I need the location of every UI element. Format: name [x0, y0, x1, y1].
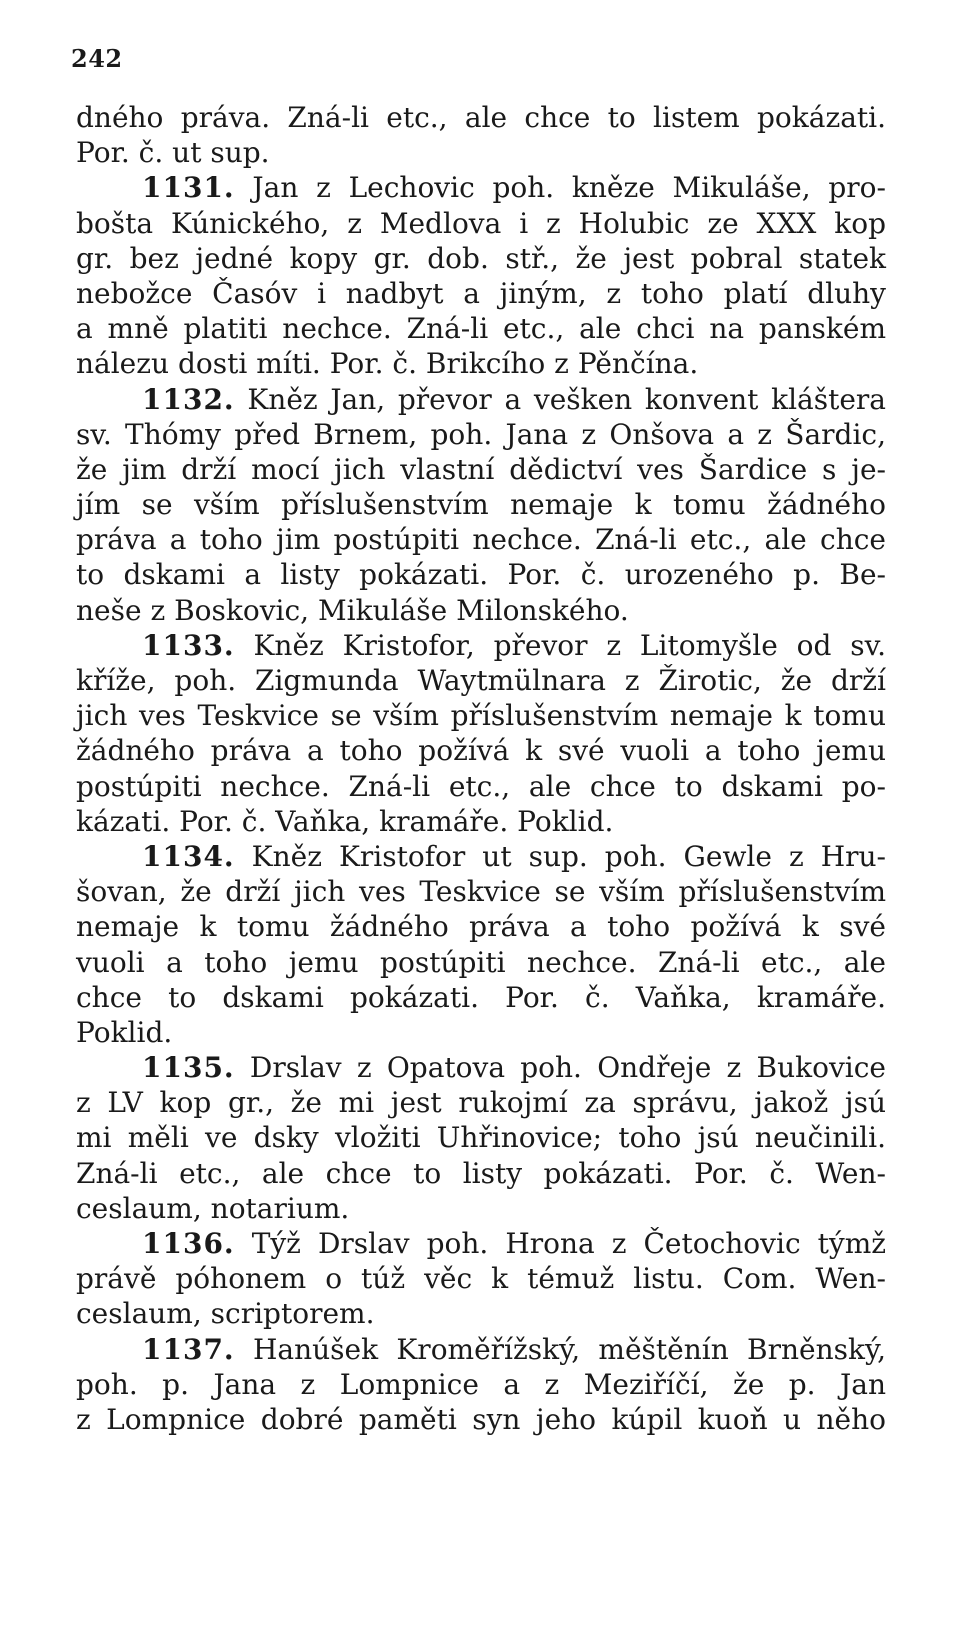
text-line	[76, 663, 886, 698]
line-text: Kněz Jan, převor a vešken konvent kláštera	[234, 382, 886, 416]
text-line	[76, 909, 886, 944]
line-text: vuoli a toho jemu postúpiti nechce. Zná-li etc., ale	[76, 945, 886, 979]
text-line	[76, 311, 886, 346]
entry-number: 1131.	[142, 171, 235, 205]
entry-first-line	[76, 628, 886, 663]
text-line	[76, 1261, 886, 1296]
text-line	[76, 276, 886, 311]
line-text: Hanúšek Kroměřížský, měštěnín Brněnský,	[234, 1332, 886, 1366]
line-text: jím se vším příslušenstvím nemaje k tomu žádného	[76, 488, 886, 522]
line-text: právě póhonem o túž věc k témuž listu. Com. Wen-	[76, 1262, 886, 1296]
line-text: chce to dskami pokázati. Por. č. Vaňka, kramáře.	[76, 980, 886, 1014]
entry-number: 1135.	[142, 1051, 235, 1085]
text-line	[76, 417, 886, 452]
line-text: šovan, že drží jich ves Teskvice se vším příslušenstvím	[76, 875, 886, 909]
text-line	[76, 1402, 886, 1437]
text-line	[76, 452, 886, 487]
text-line	[76, 1015, 886, 1050]
line-text: Kněz Kristofor, převor z Litomyšle od sv.	[234, 628, 886, 662]
entry-first-line	[76, 1226, 886, 1261]
line-text: poh. p. Jana z Lompnice a z Meziříčí, že p. Jan	[76, 1367, 886, 1401]
text-line	[76, 487, 886, 522]
line-text: nálezu dosti míti. Por. č. Brikcího z Pěnčína.	[76, 347, 699, 381]
entry-first-line	[76, 1050, 886, 1085]
line-text: to dskami a listy pokázati. Por. č. urozeného p. Be-	[76, 558, 886, 592]
text-line	[76, 1085, 886, 1120]
line-text: dného práva. Zná-li etc., ale chce to listem pokázati.	[76, 101, 886, 134]
line-text: jich ves Teskvice se vším příslušenstvím nemaje k tomu	[76, 699, 886, 733]
line-text: sv. Thómy před Brnem, poh. Jana z Onšova a z Šardic,	[76, 417, 886, 451]
line-text: kázati. Por. č. Vaňka, kramáře. Poklid.	[76, 804, 614, 838]
line-text: práva a toho jim postúpiti nechce. Zná-li etc., ale chce	[76, 523, 886, 557]
text-line	[76, 522, 886, 557]
entry-number: 1137.	[142, 1332, 235, 1366]
page-body-text	[76, 100, 886, 1437]
text-line	[76, 206, 886, 241]
line-text: Jan z Lechovic poh. kněze Mikuláše, pro-	[234, 171, 886, 205]
line-text: Zná-li etc., ale chce to listy pokázati. Por. č. Wen-	[76, 1156, 886, 1190]
line-text: Por. č. ut sup.	[76, 136, 270, 170]
text-line	[76, 733, 886, 768]
text-line	[76, 346, 886, 381]
text-line	[76, 1120, 886, 1155]
text-line	[76, 241, 886, 276]
text-line	[76, 593, 886, 628]
entry-first-line	[76, 170, 886, 205]
text-line	[76, 980, 886, 1015]
entry-number: 1132.	[142, 382, 235, 416]
line-text: neše z Boskovic, Mikuláše Milonského.	[76, 593, 629, 627]
line-text: nemaje k tomu žádného práva a toho požívá k své	[76, 910, 886, 944]
text-line	[76, 1367, 886, 1402]
line-text: bošta Kúnického, z Medlova i z Holubic ze XXX kop	[76, 206, 886, 240]
line-text: postúpiti nechce. Zná-li etc., ale chce to dskami po-	[76, 769, 886, 803]
line-text: Kněz Kristofor ut sup. poh. Gewle z Hru-	[234, 839, 886, 873]
text-line	[76, 874, 886, 909]
line-text: ceslaum, scriptorem.	[76, 1297, 375, 1331]
entry-number: 1134.	[142, 839, 235, 873]
line-text: a mně platiti nechce. Zná-li etc., ale chci na panském	[76, 312, 886, 346]
text-line	[76, 135, 886, 170]
line-text: z LV kop gr., že mi jest rukojmí za správu, jakož jsú	[76, 1086, 886, 1120]
line-text: žádného práva a toho požívá k své vuoli a toho jemu	[76, 734, 886, 768]
entry-first-line	[76, 1332, 886, 1367]
text-line	[76, 769, 886, 804]
line-text: kříže, poh. Zigmunda Waytmülnara z Žirotic, že drží	[76, 664, 886, 697]
text-line	[76, 557, 886, 592]
line-text: z Lompnice dobré paměti syn jeho kúpil kuoň u něho	[76, 1402, 886, 1436]
entry-first-line	[76, 839, 886, 874]
text-line	[76, 100, 886, 135]
line-text: mi měli ve dsky vložiti Uhřinovice; toho jsú neučinili.	[76, 1121, 886, 1155]
entry-first-line	[76, 382, 886, 417]
line-text: Drslav z Opatova poh. Ondřeje z Bukovice	[234, 1051, 886, 1085]
entry-number: 1136.	[142, 1227, 235, 1260]
text-line	[76, 945, 886, 980]
line-text: Poklid.	[76, 1015, 173, 1049]
line-text: nebožce Časóv i nadbyt a jiným, z toho platí dluhy	[76, 276, 886, 310]
line-text: že jim drží mocí jich vlastní dědictví ves Šardice s je-	[76, 452, 886, 486]
text-line	[76, 1296, 886, 1331]
line-text: gr. bez jedné kopy gr. dob. stř., že jest pobral statek	[76, 241, 886, 275]
text-line	[76, 804, 886, 839]
text-line	[76, 1156, 886, 1191]
text-line	[76, 1191, 886, 1226]
page-number: 242	[71, 44, 123, 73]
line-text: ceslaum, notarium.	[76, 1191, 350, 1225]
text-line	[76, 698, 886, 733]
entry-number: 1133.	[142, 628, 235, 662]
line-text: Týž Drslav poh. Hrona z Četochovic týmž	[234, 1227, 886, 1260]
